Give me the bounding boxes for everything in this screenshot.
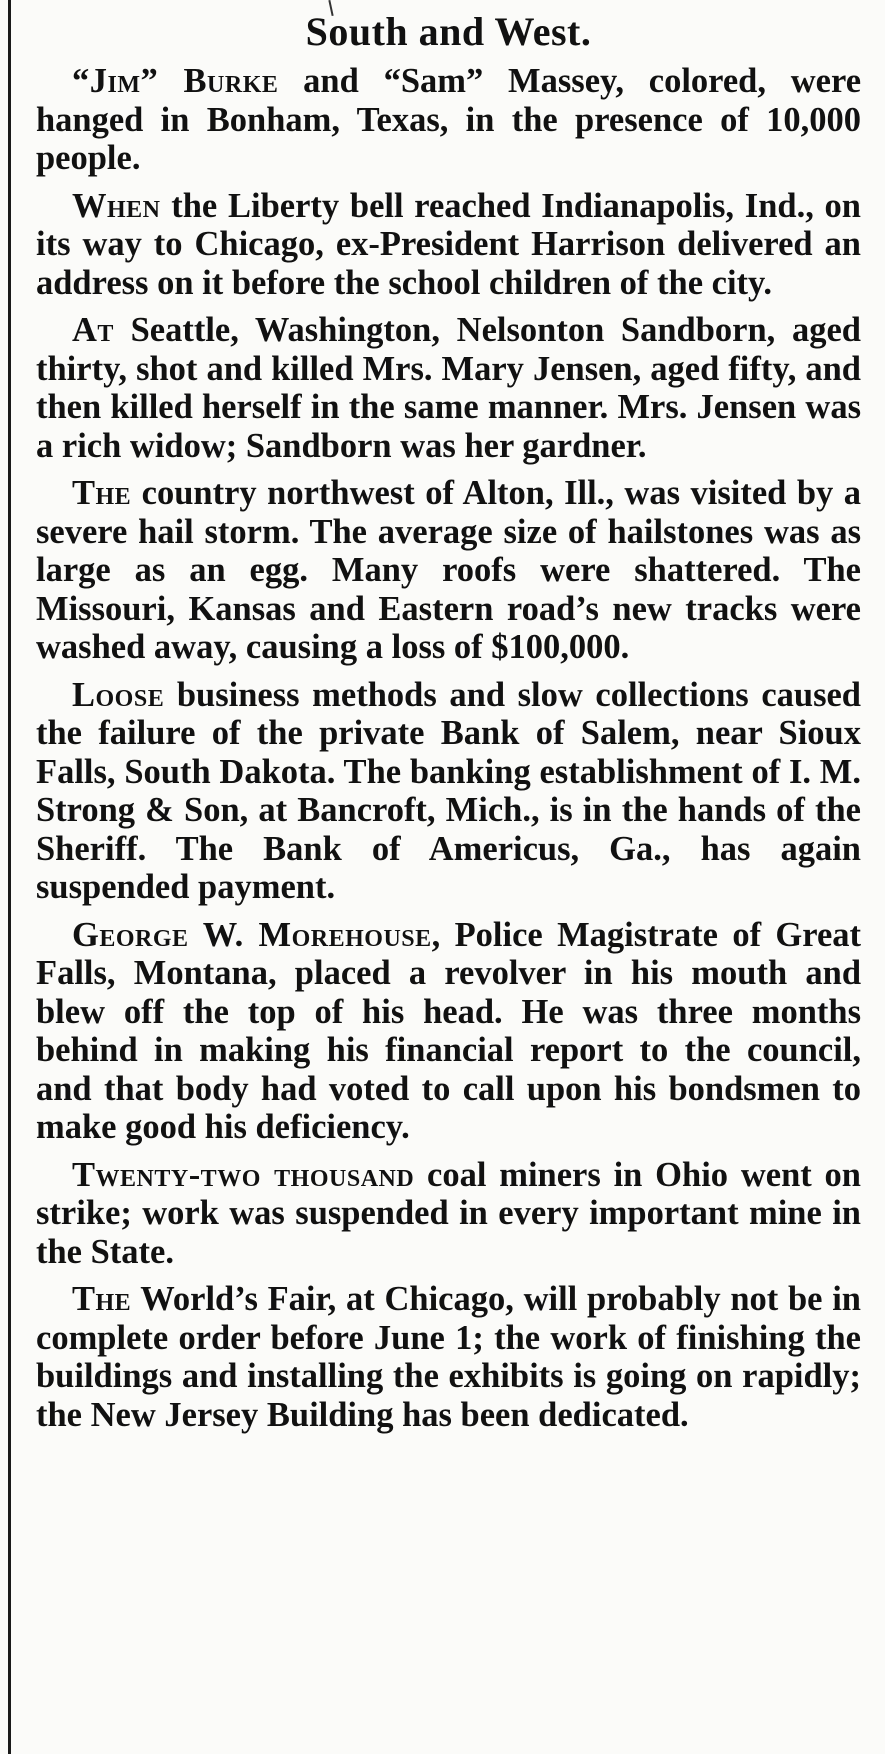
news-item-text: and “Sam” Massey, colored, were hanged in Bonham, Texas, in the presence of 10,000 people. — [36, 62, 862, 177]
news-item-text: , Police Magistrate of Great Falls, Montana, placed a revolver in his mouth and blew off the top of his head. He was three months behind in making his financial report to the council, and that body had voted to call upon his bondsmen to make good his deficiency. — [36, 915, 861, 1146]
news-item-text: Seattle, Washington, Nelsonton Sandborn, aged thirty, shot and killed Mrs. Mary Jensen, aged fifty, and then killed herself in the same manner. Mrs. Jensen was a rich widow; Sandborn was her gardner. — [36, 311, 861, 465]
news-item-text: the Liberty bell reached Indianapolis, Ind., on its way to Chicago, ex-President Harrison delivered an address on it before the school children of the city. — [36, 186, 861, 302]
news-column — [36, 8, 861, 1443]
news-item-lead: Twenty-two thousand — [72, 1155, 415, 1194]
news-item-lead: Loose — [72, 675, 165, 714]
section-headline: South and West. — [305, 9, 592, 54]
news-item — [36, 311, 861, 465]
news-item — [36, 676, 861, 907]
news-item-text: business methods and slow collections caused the failure of the private Bank of Salem, near Sioux Falls, South Dakota. The banking establishment of I. M. Strong & Son, at Bancroft, Mich., is in the hands of the Sheriff. The Bank of Americus, Ga., has again suspended payment. — [36, 675, 861, 906]
news-item-lead: George W. Morehouse — [72, 915, 432, 954]
news-item-lead: The — [72, 1280, 132, 1318]
news-item-lead: The — [72, 474, 132, 512]
news-item — [36, 916, 861, 1147]
column-rule — [8, 0, 11, 1754]
news-item — [36, 1280, 861, 1434]
news-item — [36, 474, 861, 667]
news-item-text: coal miners in Ohio went on strike; work was suspended in every important mine in the State. — [36, 1155, 861, 1271]
news-item — [36, 187, 861, 303]
news-item — [36, 62, 861, 178]
news-item-lead: When — [72, 186, 161, 225]
news-item — [36, 1156, 861, 1272]
news-item-lead: At — [72, 311, 114, 349]
news-item-lead: “Jim” Burke — [72, 62, 279, 100]
news-item-text: World’s Fair, at Chicago, will probably not be in complete order before June 1; the work of finishing the buildings and installing the exhibits is going on rapidly; the New Jersey Building has been dedicated. — [36, 1280, 861, 1434]
news-item-text: country northwest of Alton, Ill., was visited by a severe hail storm. The average size of hailstones was as large as an egg. Many roofs were shattered. The Missouri, Kansas and Eastern road’s new tracks were washed away, causing a loss of $100,000. — [36, 474, 861, 666]
